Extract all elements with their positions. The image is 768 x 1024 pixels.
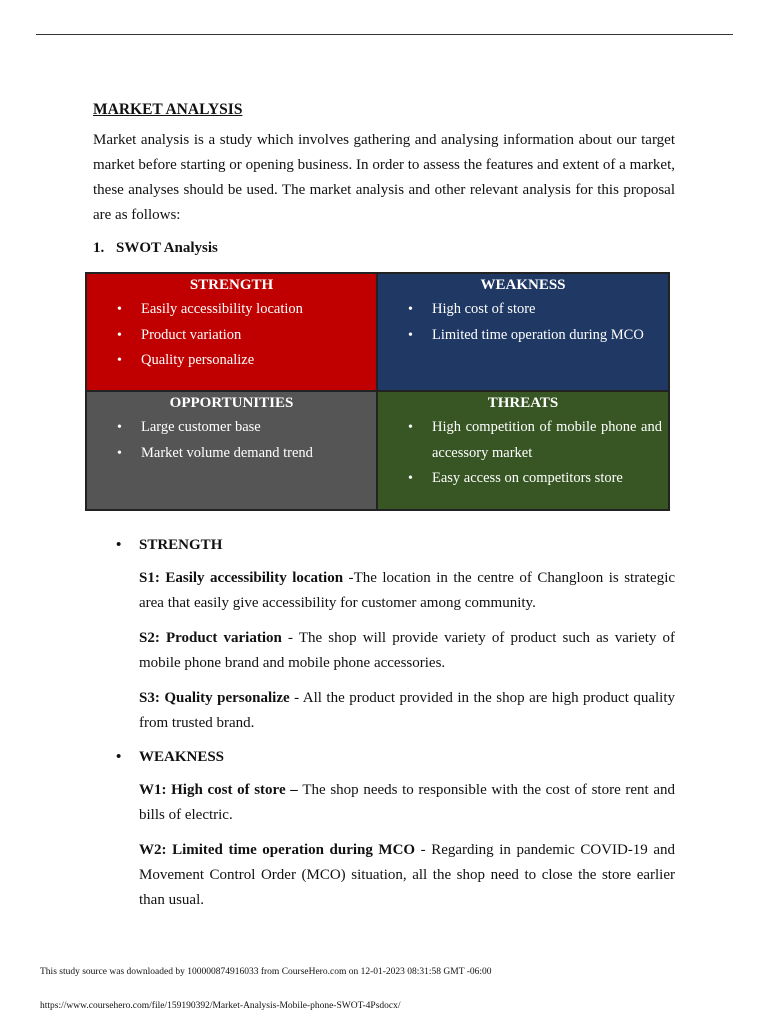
swot-details (116, 534, 675, 913)
detail-name: Easily accessibility location (165, 570, 344, 586)
detail-code: W2: (139, 842, 167, 858)
swot-opportunities-title: OPPORTUNITIES (169, 395, 294, 411)
market-analysis-section (93, 100, 675, 259)
weakness-category: • WEAKNESS (116, 746, 675, 768)
section-number: 1. (93, 240, 105, 256)
strength-category: • STRENGTH (116, 534, 675, 556)
strength-detail-s2 (139, 626, 675, 676)
swot-opportunities-item: • Large customer base (141, 415, 370, 441)
detail-text: Regarding in pandemic COVID-19 and Movement Control Order (MCO) situation, all the shop need to close the store earlier than usual. (139, 842, 676, 908)
detail-name: Limited time operation during MCO (172, 842, 416, 858)
download-notice: This study source was downloaded by 100000874916033 from CourseHero.com on 12-01-2023 08:31:58 GMT -06:00 (40, 967, 492, 977)
swot-weakness-cell (377, 273, 669, 391)
swot-table (85, 272, 670, 511)
swot-strength-item: • Easily accessibility location (141, 297, 370, 323)
swot-opportunities-list (93, 415, 370, 466)
strength-detail-s1 (139, 566, 675, 616)
strength-detail-s3 (139, 686, 675, 736)
weakness-detail-w2 (139, 838, 675, 913)
swot-strength-list (93, 297, 370, 374)
detail-separator: - (289, 690, 303, 706)
detail-separator: - (343, 570, 354, 586)
swot-strength-item: • Quality personalize (141, 348, 370, 374)
swot-threats-item: • High competition of mobile phone and accessory market (432, 415, 662, 466)
detail-code: S3: (139, 690, 160, 706)
page-title: MARKET ANALYSIS (93, 101, 243, 118)
swot-strength-title: STRENGTH (189, 277, 274, 293)
detail-text: The shop will provide variety of product such as variety of mobile phone brand and mobile phone accessories. (139, 630, 676, 671)
swot-weakness-list (384, 297, 662, 348)
swot-threats-cell (377, 391, 669, 510)
detail-name: Quality personalize (164, 690, 290, 706)
detail-name: High cost of store (171, 782, 286, 798)
swot-heading (93, 237, 675, 259)
swot-threats-list (384, 415, 662, 492)
swot-opportunities-item: • Market volume demand trend (141, 441, 370, 467)
detail-separator: - (415, 842, 432, 858)
detail-code: W1: (139, 782, 167, 798)
detail-code: S2: (139, 630, 160, 646)
swot-strength-cell (86, 273, 377, 391)
swot-threats-item: • Easy access on competitors store (432, 466, 662, 492)
weakness-detail-w1 (139, 778, 675, 828)
swot-opportunities-cell (86, 391, 377, 510)
detail-text: The shop needs to responsible with the cost of store rent and bills of electric. (139, 782, 676, 823)
detail-text: The location in the centre of Changloon is strategic area that easily give accessibility for customer among community. (139, 570, 676, 611)
detail-text: All the product provided in the shop are high product quality from trusted brand. (139, 690, 676, 731)
swot-weakness-item: • High cost of store (432, 297, 662, 323)
intro-paragraph: Market analysis is a study which involves gathering and analysing information about our target market before starting or opening business. In order to assess the features and extent of a market, these analyses should be used. The market analysis and other relevant analysis for this proposal are as follows: (93, 132, 675, 223)
detail-separator: – (285, 782, 303, 798)
swot-weakness-item: • Limited time operation during MCO (432, 323, 662, 349)
detail-name: Product variation (165, 630, 282, 646)
header-rule (36, 34, 733, 35)
source-url: https://www.coursehero.com/file/159190392/Market-Analysis-Mobile-phone-SWOT-4Psdocx/ (40, 1001, 401, 1011)
section-title: SWOT Analysis (116, 240, 218, 256)
swot-weakness-title: WEAKNESS (480, 277, 566, 293)
detail-separator: - (281, 630, 299, 646)
swot-strength-item: • Product variation (141, 323, 370, 349)
swot-threats-title: THREATS (487, 395, 559, 411)
detail-code: S1: (139, 570, 160, 586)
